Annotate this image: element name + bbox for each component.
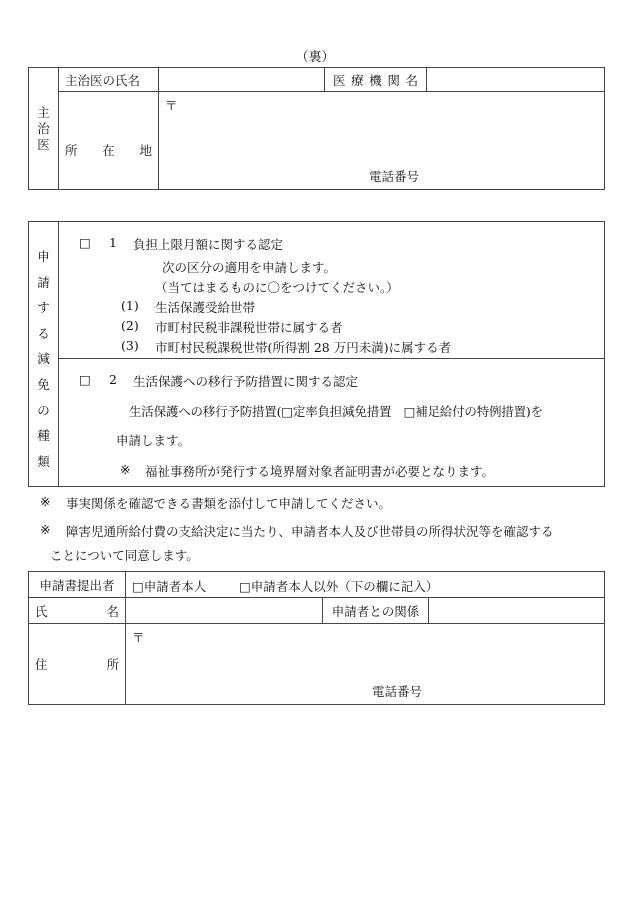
reduction-side-label: 申 請 す る 減 免 の 種 類 (29, 222, 59, 487)
applicant-name-field[interactable] (126, 598, 323, 624)
note-consent-cont: ことについて同意します。 (50, 548, 199, 563)
option-other[interactable]: □申請者本人以外（下の欄に記入） (239, 579, 439, 594)
postal-mark: 〒 (165, 98, 178, 113)
applicant-address-label: 住 所 (29, 624, 126, 705)
section2-cell: □ 2 生活保護への移行予防措置に関する認定 生活保護への移行予防措置(□定率負担減免措置 □補足給付の特例措置)を 申請します。 ※ 福祉事務所が発行する境界層対象者証明書が必要となります。 (59, 359, 605, 487)
doctor-phone-label: 電話番号 (369, 169, 420, 184)
section2-title: 生活保護への移行予防措置に関する認定 (133, 374, 359, 389)
reduction-table (28, 221, 605, 487)
relation-field[interactable] (429, 598, 605, 624)
applicant-table (28, 571, 605, 705)
applicant-name-label: 氏 名 (29, 598, 126, 624)
institution-label: 医 療 機 関 名 (325, 68, 427, 92)
doctor-name-field[interactable] (159, 68, 325, 92)
doctor-table (28, 67, 605, 190)
option-self[interactable]: □申請者本人 (132, 579, 207, 594)
doctor-address-label: 所 在 地 (59, 92, 159, 190)
option-3[interactable]: 市町村民税課税世帯(所得割 28 万円未満)に属する者 (155, 340, 452, 355)
option-2[interactable]: 市町村民税非課税世帯に属する者 (155, 320, 343, 335)
note-attach-docs: 事実関係を確認できる書類を添付して申請してください。 (66, 496, 392, 511)
section2-note: 福祉事務所が発行する境界層対象者証明書が必要となります。 (145, 464, 495, 479)
submitter-options (126, 572, 605, 598)
section1-checkbox[interactable]: □ (79, 235, 91, 250)
note-consent: 障害児通所給付費の支給決定に当たり、申請者本人及び世帯員の所得状況等を確認する (66, 524, 554, 539)
doctor-name-label: 主治医の氏名 (59, 68, 159, 92)
relation-label: 申請者との関係 (323, 598, 429, 624)
page-heading: （裏） (295, 50, 335, 65)
applicant-address-field[interactable] (126, 624, 605, 705)
section2-checkbox[interactable]: □ (79, 372, 91, 387)
section1-title: 負担上限月額に関する認定 (133, 237, 284, 252)
doctor-address-field[interactable] (159, 92, 605, 190)
applicant-postal-mark: 〒 (132, 630, 145, 645)
section1-cell: □ 1 負担上限月額に関する認定 次の区分の適用を申請します。 （当てはまるものに〇をつけてください。） (1) 生活保護受給世帯 (2) 市町村民税非課税世帯に属する者 (3) 市町村民税課税世帯(所得割 28 万円未満)に属する者 (59, 222, 605, 359)
institution-field[interactable] (427, 68, 605, 92)
submitter-label: 申請書提出者 (29, 572, 126, 598)
applicant-phone-label: 電話番号 (372, 684, 423, 699)
option-1[interactable]: 生活保護受給世帯 (155, 300, 256, 315)
doctor-side-label: 主 治 医 (29, 68, 59, 190)
